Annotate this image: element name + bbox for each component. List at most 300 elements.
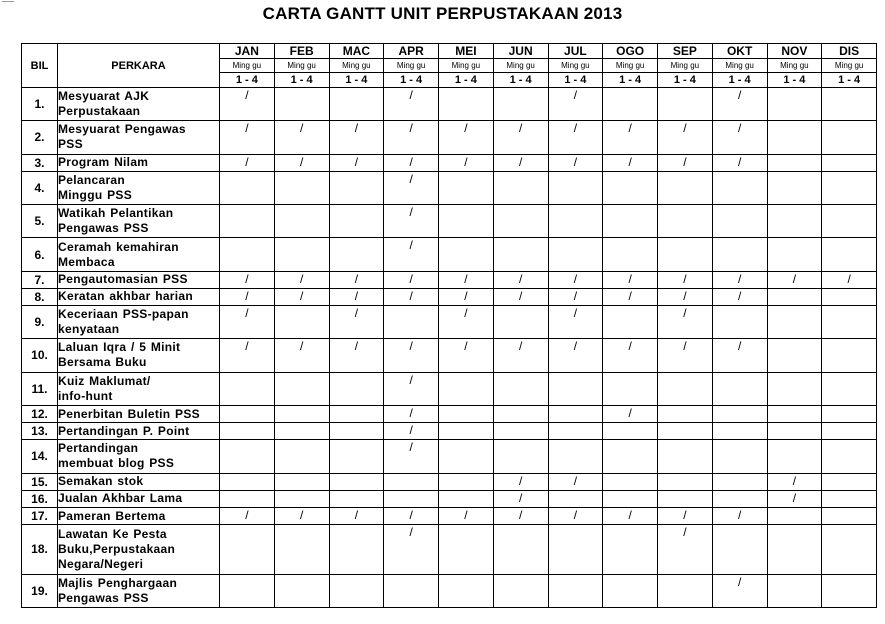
activity-name: Pelancaran Minggu PSS [58, 171, 220, 204]
schedule-cell [822, 205, 877, 238]
schedule-cell [548, 525, 603, 574]
schedule-cell [603, 171, 658, 204]
schedule-mark: / [409, 154, 413, 169]
schedule-cell [220, 490, 275, 507]
month-header: MAC [329, 44, 384, 59]
month-header: JUL [548, 44, 603, 59]
activity-name: Keceriaan PSS-papan kenyataan [58, 306, 220, 339]
schedule-cell [493, 121, 548, 154]
schedule-mark: / [409, 121, 413, 136]
schedule-cell [712, 490, 767, 507]
schedule-cell [493, 154, 548, 171]
schedule-cell [767, 507, 822, 524]
schedule-cell [384, 238, 439, 271]
schedule-cell [220, 205, 275, 238]
schedule-cell [822, 525, 877, 574]
schedule-cell [658, 121, 713, 154]
schedule-mark: / [409, 440, 413, 455]
schedule-cell [220, 154, 275, 171]
schedule-mark: / [354, 154, 359, 169]
table-row [22, 288, 877, 305]
schedule-mark: / [573, 306, 578, 321]
schedule-cell [274, 238, 329, 271]
week-range: 1 - 4 [493, 73, 548, 88]
activity-name: Penerbitan Buletin PSS [58, 405, 220, 422]
schedule-mark: / [464, 121, 468, 136]
schedule-mark: / [354, 121, 359, 136]
schedule-cell [274, 339, 329, 372]
schedule-cell [548, 473, 603, 490]
schedule-cell [439, 405, 494, 422]
schedule-cell [822, 88, 877, 121]
schedule-cell [603, 490, 658, 507]
schedule-cell [712, 271, 767, 288]
week-range: 1 - 4 [712, 73, 767, 88]
month-header: MEI [439, 44, 494, 59]
schedule-cell [274, 574, 329, 607]
schedule-mark: / [409, 171, 413, 186]
row-number: 5. [22, 205, 58, 238]
week-range: 1 - 4 [822, 73, 877, 88]
schedule-cell [384, 440, 439, 473]
schedule-cell [658, 525, 713, 574]
schedule-cell [603, 271, 658, 288]
schedule-cell [548, 339, 603, 372]
activity-name: Program Nilam [58, 154, 220, 171]
schedule-cell [658, 306, 713, 339]
schedule-cell [548, 405, 603, 422]
schedule-mark: / [354, 288, 359, 303]
schedule-mark: / [518, 271, 523, 286]
table-row [22, 525, 877, 574]
schedule-mark: / [573, 121, 578, 136]
schedule-mark: / [792, 271, 797, 286]
schedule-cell [603, 574, 658, 607]
schedule-mark: / [683, 306, 687, 321]
schedule-cell [822, 271, 877, 288]
activity-name: Laluan Iqra / 5 Minit Bersama Buku [58, 339, 220, 372]
schedule-cell [329, 507, 384, 524]
schedule-cell [767, 271, 822, 288]
schedule-cell [220, 574, 275, 607]
schedule-mark: / [409, 288, 413, 303]
schedule-cell [548, 423, 603, 440]
schedule-cell [767, 473, 822, 490]
schedule-mark: / [464, 306, 468, 321]
week-label: Ming gu [384, 59, 439, 73]
schedule-mark: / [245, 271, 249, 286]
schedule-mark: / [683, 154, 687, 169]
schedule-cell [439, 271, 494, 288]
activity-name: Semakan stok [58, 473, 220, 490]
schedule-cell [822, 121, 877, 154]
schedule-cell [274, 423, 329, 440]
schedule-cell [384, 507, 439, 524]
schedule-cell [329, 121, 384, 154]
schedule-cell [822, 440, 877, 473]
schedule-cell [658, 238, 713, 271]
activity-name: Mesyuarat Pengawas PSS [58, 121, 220, 154]
month-header: FEB [274, 44, 329, 59]
schedule-mark: / [409, 88, 413, 102]
month-header: OGO [603, 44, 658, 59]
schedule-cell [220, 423, 275, 440]
week-label: Ming gu [822, 59, 877, 73]
schedule-cell [220, 525, 275, 574]
schedule-cell [384, 271, 439, 288]
schedule-cell [274, 121, 329, 154]
schedule-cell [493, 288, 548, 305]
schedule-cell [548, 171, 603, 204]
schedule-mark: / [245, 288, 249, 303]
schedule-cell [220, 405, 275, 422]
schedule-cell [493, 306, 548, 339]
activity-name: Majlis Penghargaan Pengawas PSS [58, 574, 220, 607]
schedule-cell [767, 339, 822, 372]
schedule-cell [658, 473, 713, 490]
schedule-cell [548, 121, 603, 154]
schedule-cell [603, 288, 658, 305]
row-number: 16. [22, 490, 58, 507]
schedule-mark: / [518, 121, 523, 136]
schedule-cell [712, 473, 767, 490]
schedule-mark: / [628, 405, 632, 420]
table-row [22, 171, 877, 204]
row-number: 19. [22, 574, 58, 607]
schedule-cell [767, 405, 822, 422]
schedule-mark: / [299, 339, 304, 354]
schedule-mark: / [245, 121, 249, 136]
schedule-mark: / [245, 339, 249, 354]
schedule-mark: / [518, 507, 523, 522]
schedule-mark: / [683, 339, 687, 354]
schedule-mark: / [737, 339, 742, 354]
schedule-cell [274, 372, 329, 405]
schedule-cell [603, 306, 658, 339]
schedule-cell [822, 490, 877, 507]
schedule-cell [658, 507, 713, 524]
activity-name: Pameran Bertema [58, 507, 220, 524]
schedule-cell [712, 171, 767, 204]
schedule-cell [439, 306, 494, 339]
activity-name: Mesyuarat AJK Perpustakaan [58, 88, 220, 121]
table-row [22, 507, 877, 524]
schedule-cell [274, 525, 329, 574]
schedule-cell [274, 490, 329, 507]
schedule-mark: / [409, 507, 413, 522]
schedule-cell [767, 574, 822, 607]
schedule-cell [658, 154, 713, 171]
schedule-mark: / [245, 154, 249, 169]
schedule-cell [822, 372, 877, 405]
activity-name: Ceramah kemahiran Membaca [58, 238, 220, 271]
schedule-cell [329, 525, 384, 574]
table-row [22, 473, 877, 490]
schedule-mark: / [683, 288, 687, 303]
schedule-cell [712, 440, 767, 473]
activity-name: Kuiz Maklumat/ info-hunt [58, 372, 220, 405]
schedule-cell [548, 271, 603, 288]
schedule-mark: / [464, 339, 468, 354]
schedule-cell [493, 423, 548, 440]
schedule-cell [548, 507, 603, 524]
week-label: Ming gu [439, 59, 494, 73]
schedule-cell [548, 440, 603, 473]
schedule-cell [439, 490, 494, 507]
schedule-cell [329, 490, 384, 507]
activity-name: Pertandingan P. Point [58, 423, 220, 440]
schedule-cell [493, 440, 548, 473]
schedule-cell [822, 238, 877, 271]
schedule-cell [767, 154, 822, 171]
schedule-cell [274, 288, 329, 305]
schedule-cell [384, 171, 439, 204]
row-number: 18. [22, 525, 58, 574]
schedule-cell [603, 423, 658, 440]
table-row [22, 574, 877, 607]
schedule-mark: / [299, 271, 304, 286]
schedule-cell [767, 121, 822, 154]
schedule-cell [658, 574, 713, 607]
schedule-cell [658, 339, 713, 372]
row-number: 8. [22, 288, 58, 305]
schedule-cell [822, 405, 877, 422]
schedule-cell [439, 574, 494, 607]
schedule-cell [384, 121, 439, 154]
schedule-cell [329, 238, 384, 271]
schedule-cell [329, 205, 384, 238]
schedule-cell [712, 288, 767, 305]
schedule-cell [548, 574, 603, 607]
week-range: 1 - 4 [548, 73, 603, 88]
schedule-mark: / [409, 238, 413, 253]
schedule-mark: / [737, 288, 742, 303]
schedule-mark: / [737, 507, 742, 522]
schedule-mark: / [573, 288, 578, 303]
schedule-cell [220, 440, 275, 473]
header-bil: BIL [22, 44, 58, 88]
schedule-cell [274, 473, 329, 490]
schedule-cell [548, 205, 603, 238]
schedule-mark: / [409, 205, 413, 220]
schedule-mark: / [628, 154, 632, 169]
schedule-cell [603, 88, 658, 121]
schedule-cell [220, 238, 275, 271]
schedule-mark: / [464, 507, 468, 522]
schedule-mark: / [737, 271, 742, 286]
schedule-cell [329, 574, 384, 607]
schedule-cell [384, 405, 439, 422]
row-number: 9. [22, 306, 58, 339]
schedule-mark: / [573, 339, 578, 354]
schedule-cell [603, 238, 658, 271]
schedule-cell [712, 306, 767, 339]
table-row [22, 154, 877, 171]
schedule-cell [603, 372, 658, 405]
month-header: JAN [220, 44, 275, 59]
row-number: 7. [22, 271, 58, 288]
schedule-cell [767, 372, 822, 405]
schedule-cell [220, 507, 275, 524]
schedule-cell [384, 423, 439, 440]
schedule-cell [329, 306, 384, 339]
header-perkara: PERKARA [58, 44, 220, 88]
row-number: 3. [22, 154, 58, 171]
page-title: CARTA GANTT UNIT PERPUSTAKAAN 2013 [262, 4, 623, 23]
schedule-mark: / [683, 525, 687, 540]
schedule-cell [220, 473, 275, 490]
schedule-cell [384, 372, 439, 405]
activity-name: Jualan Akhbar Lama [58, 490, 220, 507]
schedule-cell [822, 423, 877, 440]
schedule-cell [548, 490, 603, 507]
schedule-mark: / [518, 154, 523, 169]
schedule-cell [712, 238, 767, 271]
week-label: Ming gu [603, 59, 658, 73]
schedule-cell [767, 205, 822, 238]
table-row [22, 205, 877, 238]
schedule-mark: / [792, 473, 797, 488]
schedule-mark: / [737, 574, 742, 589]
schedule-cell [712, 154, 767, 171]
schedule-cell [439, 121, 494, 154]
schedule-cell [384, 205, 439, 238]
schedule-cell [493, 271, 548, 288]
week-range: 1 - 4 [220, 73, 275, 88]
schedule-mark: / [573, 473, 578, 488]
schedule-cell [767, 490, 822, 507]
schedule-cell [712, 423, 767, 440]
schedule-cell [767, 306, 822, 339]
schedule-mark: / [573, 271, 578, 286]
schedule-mark: / [573, 88, 578, 102]
gantt-header [22, 44, 877, 88]
schedule-mark: / [628, 339, 632, 354]
schedule-cell [493, 574, 548, 607]
schedule-cell [712, 205, 767, 238]
schedule-cell [384, 525, 439, 574]
schedule-cell [822, 574, 877, 607]
table-row [22, 121, 877, 154]
schedule-cell [493, 473, 548, 490]
schedule-cell [658, 171, 713, 204]
schedule-mark: / [573, 507, 578, 522]
schedule-mark: / [409, 405, 413, 420]
activity-name: Pertandingan membuat blog PSS [58, 440, 220, 473]
schedule-cell [603, 205, 658, 238]
schedule-cell [712, 405, 767, 422]
row-number: 14. [22, 440, 58, 473]
schedule-cell [329, 423, 384, 440]
schedule-mark: / [737, 88, 742, 102]
schedule-cell [822, 288, 877, 305]
week-range: 1 - 4 [439, 73, 494, 88]
schedule-cell [329, 440, 384, 473]
schedule-cell [220, 121, 275, 154]
schedule-cell [603, 154, 658, 171]
week-label: Ming gu [274, 59, 329, 73]
schedule-cell [384, 490, 439, 507]
schedule-cell [767, 525, 822, 574]
schedule-cell [274, 88, 329, 121]
schedule-cell [439, 238, 494, 271]
gantt-table [21, 43, 877, 608]
table-row [22, 238, 877, 271]
schedule-mark: / [628, 271, 632, 286]
schedule-mark: / [409, 372, 413, 387]
schedule-mark: / [518, 473, 523, 488]
schedule-cell [548, 88, 603, 121]
schedule-mark: / [299, 288, 304, 303]
row-number: 2. [22, 121, 58, 154]
schedule-cell [220, 339, 275, 372]
month-header: NOV [767, 44, 822, 59]
schedule-mark: / [737, 154, 742, 169]
schedule-cell [493, 238, 548, 271]
schedule-cell [274, 271, 329, 288]
schedule-cell [439, 372, 494, 405]
schedule-cell [439, 205, 494, 238]
schedule-mark: / [464, 271, 468, 286]
table-row [22, 423, 877, 440]
schedule-cell [220, 288, 275, 305]
schedule-cell [329, 88, 384, 121]
schedule-cell [493, 88, 548, 121]
table-row [22, 490, 877, 507]
schedule-cell [384, 574, 439, 607]
schedule-cell [548, 154, 603, 171]
week-range: 1 - 4 [603, 73, 658, 88]
schedule-cell [439, 171, 494, 204]
schedule-cell [493, 205, 548, 238]
schedule-cell [439, 154, 494, 171]
schedule-cell [329, 339, 384, 372]
week-label: Ming gu [220, 59, 275, 73]
table-row [22, 306, 877, 339]
schedule-mark: / [518, 339, 523, 354]
week-label: Ming gu [493, 59, 548, 73]
schedule-cell [767, 288, 822, 305]
schedule-cell [822, 507, 877, 524]
schedule-mark: / [628, 507, 632, 522]
schedule-mark: / [299, 154, 304, 169]
row-number: 13. [22, 423, 58, 440]
schedule-mark: / [245, 507, 249, 522]
schedule-cell [658, 372, 713, 405]
week-label: Ming gu [329, 59, 384, 73]
week-range: 1 - 4 [329, 73, 384, 88]
row-number: 12. [22, 405, 58, 422]
schedule-cell [274, 507, 329, 524]
schedule-cell [712, 88, 767, 121]
schedule-mark: / [354, 271, 359, 286]
schedule-cell [220, 372, 275, 405]
schedule-cell [329, 171, 384, 204]
schedule-mark: / [683, 507, 687, 522]
schedule-cell [220, 171, 275, 204]
schedule-cell [822, 154, 877, 171]
week-label: Ming gu [658, 59, 713, 73]
schedule-mark: / [628, 288, 632, 303]
schedule-cell [274, 205, 329, 238]
schedule-cell [384, 306, 439, 339]
schedule-cell [493, 339, 548, 372]
gantt-body [22, 88, 877, 608]
schedule-cell [220, 88, 275, 121]
table-row [22, 339, 877, 372]
week-range: 1 - 4 [658, 73, 713, 88]
schedule-cell [439, 423, 494, 440]
